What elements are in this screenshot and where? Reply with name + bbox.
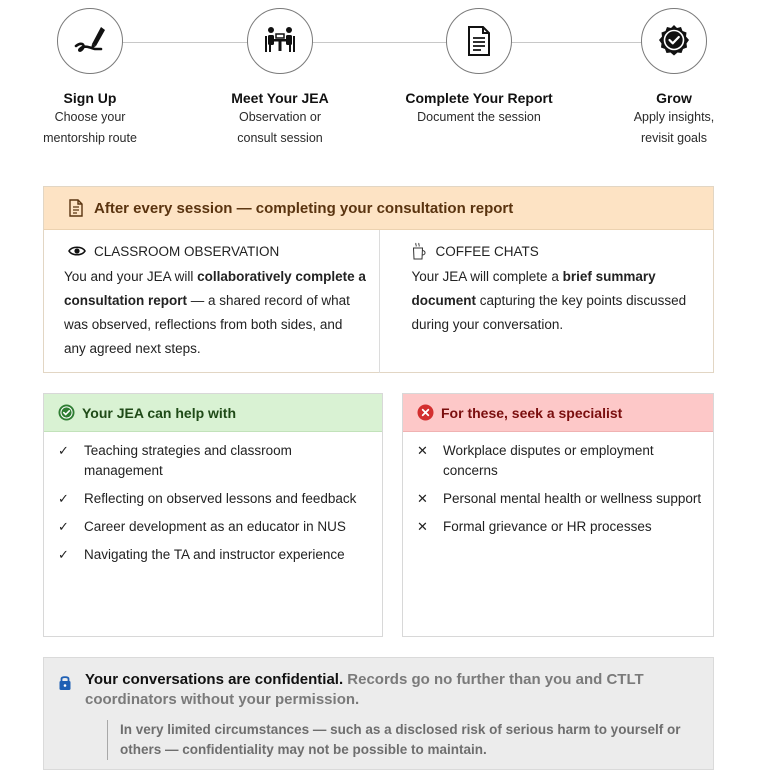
process-steps bbox=[0, 0, 768, 160]
check-circle-icon bbox=[58, 404, 75, 421]
check-icon: ✓ bbox=[58, 547, 69, 562]
step-title: Sign Up bbox=[63, 90, 117, 106]
coffee-chats-column bbox=[379, 230, 714, 373]
help-list bbox=[44, 432, 382, 565]
list-item: ✕ Workplace disputes or employment concerns bbox=[417, 441, 703, 481]
document-icon bbox=[68, 199, 84, 217]
x-icon: ✕ bbox=[417, 443, 428, 458]
confidentiality-notice bbox=[43, 657, 714, 770]
badge-check-icon bbox=[641, 8, 707, 74]
confidentiality-exception-note: In very limited circumstances — such as a disclosed risk of serious harm to yourself or others — confidentiality may not be possible to maintain. bbox=[107, 720, 697, 760]
help-header bbox=[44, 394, 382, 432]
eye-icon bbox=[68, 245, 86, 257]
lock-icon bbox=[58, 670, 85, 710]
specialist-title: For these, seek a specialist bbox=[441, 404, 623, 421]
step-description: Apply insights, bbox=[633, 110, 715, 124]
step-title: Complete Your Report bbox=[405, 90, 553, 106]
list-item: ✓ Navigating the TA and instructor experience bbox=[58, 545, 372, 565]
check-icon: ✓ bbox=[58, 443, 69, 458]
x-icon: ✕ bbox=[417, 491, 428, 506]
list-item: ✕ Formal grievance or HR processes bbox=[417, 517, 703, 537]
list-item: ✕ Personal mental health or wellness support bbox=[417, 489, 703, 509]
list-item: ✓ Reflecting on observed lessons and feedback bbox=[58, 489, 372, 509]
meeting-icon bbox=[247, 8, 313, 74]
x-icon: ✕ bbox=[417, 519, 428, 534]
column-heading: COFFEE CHATS bbox=[435, 243, 539, 259]
jea-help-panel bbox=[43, 393, 383, 637]
check-icon: ✓ bbox=[58, 491, 69, 506]
step-description: Choose your bbox=[54, 110, 126, 124]
step-title: Meet Your JEA bbox=[231, 90, 329, 106]
step-meet-jea bbox=[190, 8, 370, 149]
step-sign-up bbox=[0, 8, 180, 149]
step-complete-report bbox=[389, 8, 569, 128]
specialist-header bbox=[403, 394, 713, 432]
list-item: ✓ Career development as an educator in NUS bbox=[58, 517, 372, 537]
confidentiality-text: Your conversations are confidential. Records go no further than you and CTLT coordinators without your permission. bbox=[85, 671, 644, 708]
x-circle-icon bbox=[417, 404, 434, 421]
consultation-header bbox=[44, 187, 713, 230]
step-description: mentorship route bbox=[43, 131, 137, 145]
step-description: revisit goals bbox=[641, 131, 707, 145]
step-description: Document the session bbox=[417, 110, 541, 124]
column-text: You and your JEA will collaboratively complete a consultation report — a shared record of what was observed, reflections from both sides, and any agreed next steps. bbox=[64, 269, 366, 356]
list-item: ✓ Teaching strategies and classroom management bbox=[58, 441, 372, 481]
step-grow bbox=[584, 8, 764, 149]
coffee-cup-icon bbox=[412, 242, 428, 260]
classroom-observation-column bbox=[44, 230, 379, 373]
specialist-list bbox=[403, 432, 713, 537]
consultation-report-card bbox=[43, 186, 714, 373]
help-title: Your JEA can help with bbox=[82, 404, 237, 421]
column-heading: CLASSROOM OBSERVATION bbox=[94, 243, 280, 259]
step-description: consult session bbox=[237, 131, 323, 145]
column-text: Your JEA will complete a brief summary document capturing the key points discussed during your conversation. bbox=[411, 269, 687, 332]
check-icon: ✓ bbox=[58, 519, 69, 534]
step-title: Grow bbox=[656, 90, 692, 106]
specialist-panel bbox=[402, 393, 714, 637]
consultation-title: After every session — completing your consultation report bbox=[94, 199, 514, 217]
step-description: Observation or bbox=[239, 110, 321, 124]
document-icon bbox=[446, 8, 512, 74]
pen-signature-icon bbox=[57, 8, 123, 74]
